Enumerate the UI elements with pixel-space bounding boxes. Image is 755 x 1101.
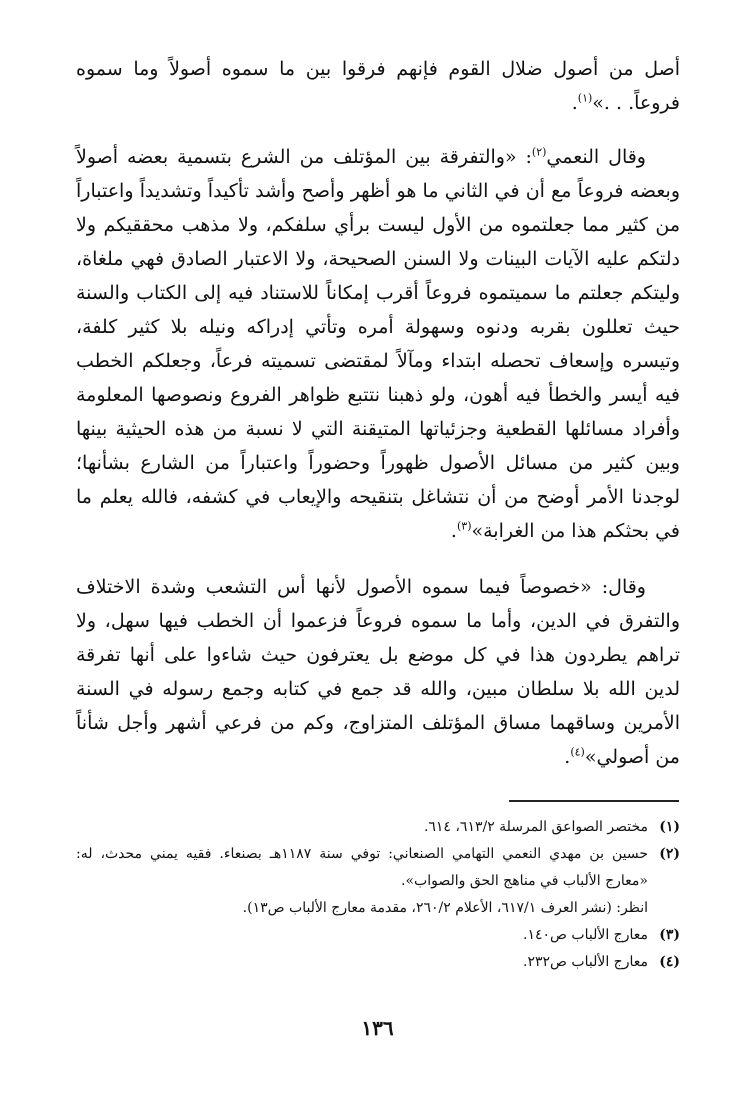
footnote-1 — [76, 814, 680, 841]
footnote-ref-4[interactable]: (٤) — [570, 745, 585, 759]
footnote-1-number: (١) — [659, 819, 680, 835]
paragraph-2 — [76, 140, 680, 548]
footnote-4-number: (٤) — [659, 954, 680, 970]
footnote-3-number: (٣) — [659, 927, 680, 943]
footnote-3 — [76, 922, 680, 949]
footnote-2-sources: انظر: (نشر العرف ٦١٧/١، الأعلام ٢٦٠/٢، مقدمة معارج الألباب ص١٣). — [242, 900, 648, 916]
paragraph-2-lead: وقال النعمي — [546, 146, 646, 168]
footnote-4 — [76, 949, 680, 976]
footnote-4-text: معارج الألباب ص٢٣٢. — [523, 954, 648, 970]
footnote-2-number: (٢) — [659, 846, 680, 862]
footnote-2-body — [76, 841, 648, 922]
paragraph-1-end: . — [571, 92, 578, 114]
paragraph-2-end: . — [450, 520, 457, 542]
paragraph-1 — [76, 52, 680, 120]
footnote-1-text: مختصر الصواعق المرسلة ٦١٣/٢، ٦١٤. — [423, 819, 648, 835]
footnote-ref-3[interactable]: (٣) — [456, 519, 472, 533]
footnote-ref-2[interactable]: (٢) — [531, 145, 547, 159]
footnote-2-text: حسين بن مهدي النعمي التهامي الصنعاني: توفي سنة ١١٨٧هـ بصنعاء. فقيه يمني محدث، له: «معارج الألباب في مناهج الحق والصواب». — [76, 846, 648, 889]
footnote-3-text: معارج الألباب ص١٤٠. — [523, 927, 648, 943]
main-text — [76, 52, 680, 774]
footnote-ref-1[interactable]: (١) — [577, 91, 593, 105]
paragraph-3-end: . — [564, 746, 571, 768]
paragraph-3 — [76, 570, 680, 774]
paragraph-1-text: أصل من أصول ضلال القوم فإنهم فرقوا بين ما سموه أصولاً وما سموه فروعاً. . .» — [76, 58, 680, 114]
paragraph-3-text: وقال: «خصوصاً فيما سموه الأصول لأنها أس التشعب وشدة الاختلاف والتفرق في الدين، وأما ما سموه فروعاً فزعموا أن الخطب فيها سهل، ولا تراهم يطردون هذا في كل موضع بل يعترفون حيث شاءوا على أنها تفرقة لدين الله بلا سلطان مبين، والله قد جمع في كتابه وجمع رسوله في السنة الأمرين وساقهما مساق المؤتلف المتزاوج، وكم من فرعي أشهر وأجل شأناً من أصولي» — [76, 576, 680, 768]
footnote-2 — [76, 841, 680, 922]
footnotes — [76, 814, 680, 976]
page-number: ١٣٦ — [361, 1016, 394, 1040]
paragraph-2-text: : «والتفرقة بين المؤتلف من الشرع بتسمية بعضه أصولاً وبعضه فروعاً مع أن في الثاني ما هو أظهر وأصح وأشد تأكيداً وتشديداً واعتباراً من كثير مما جعلتموه من الأول ليست برأي سلفكم، ولا مذهب محققيكم ولا دلتكم عليه الآيات البينات ولا السنن الصحيحة، ولا الاعتبار الصادق فهي ملغاة، وليتكم جعلتم ما سميتموه فروعاً أقرب إمكاناً للاستناد فيه إلى الكتاب والسنة حيث تعللون بقربه ودنوه وسهولة أمره وتأتي إدراكه ونيله بلا كثير كلفة، وتيسره وإسعاف تحصله ابتداء ومآلاً لمقتضى تسميته فرعاً، وجعلكم الخطب فيه أيسر والخطأ فيه أهون، ولو ذهبنا نتتبع ظواهر الفروع ونصوصها المعلومة وأفراد مسائلها القطعية وجزئياتها المتيقنة التي لا نسبة من هذه الحيثية بينها وبين كثير من مسائل الأصول ظهوراً وحضوراً واعتباراً من الشارع بشأنها؛ لوجدنا الأمر أوضح من أن نتشاغل بتنقيحه والإيعاب في كشفه، فالله يعلم ما في بحثكم هذا من الغرابة» — [76, 146, 680, 542]
footnote-divider — [509, 800, 679, 802]
